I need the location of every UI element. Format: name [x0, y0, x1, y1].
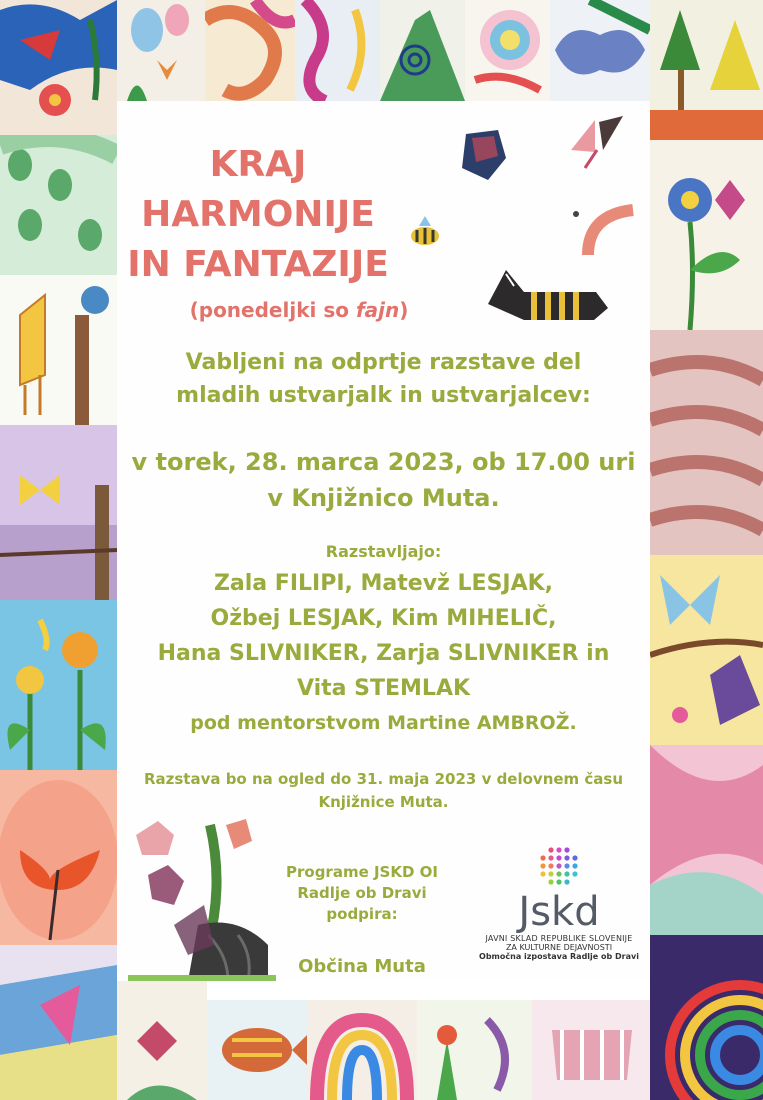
artwork-tile-right-3: [650, 555, 763, 745]
artwork-tile-bottom-1: [117, 981, 207, 1100]
date-line-1: v torek, 28. marca 2023, ob 17.00 uri: [131, 448, 636, 476]
sponsor-line-3: podpira:: [326, 905, 398, 923]
poster-subtitle: [117, 298, 481, 322]
subtitle-post: ): [399, 298, 409, 322]
exhibitors-line-2: Ožbej LESJAK, Kim MIHELIČ,: [210, 606, 557, 631]
artwork-tile-right-4: [650, 745, 763, 935]
jskd-dot-grid-icon: [537, 846, 581, 890]
artwork-tile-left-2: [0, 275, 117, 425]
swirl-decoration: [568, 200, 638, 260]
invitation-text: [117, 346, 650, 412]
exhibitors-list: [117, 566, 650, 706]
paper-gem-decoration: [458, 128, 508, 183]
artwork-tile-right-5: [650, 935, 763, 1100]
artwork-tile-top-5: [380, 0, 465, 101]
artwork-tile-top-6: [465, 0, 550, 101]
bee-decoration: [405, 212, 445, 252]
subtitle-pre: (ponedeljki so: [189, 298, 356, 322]
title-line-3: IN FANTAZIJE: [127, 244, 389, 285]
duration-text: [117, 768, 650, 814]
title-line-1: KRAJ: [209, 144, 307, 185]
butterfly-decoration: [565, 110, 630, 170]
mentor-text: pod mentorstvom Martine AMBROŽ.: [190, 712, 577, 734]
artwork-tile-bottom-3: [307, 1000, 417, 1100]
artwork-tile-left-4: [0, 600, 117, 770]
jskd-line-2: ZA KULTURNE DEJAVNOSTI: [505, 943, 613, 952]
artwork-tile-bottom-5: [532, 1000, 650, 1100]
artwork-tile-top-8: [650, 0, 763, 140]
artwork-tile-left-5: [0, 770, 117, 945]
artwork-tile-top-1: [0, 0, 117, 135]
event-datetime: [117, 444, 650, 516]
artwork-tile-left-1: [0, 135, 117, 275]
exhibitors-line-3: Hana SLIVNIKER, Zarja SLIVNIKER in: [157, 641, 610, 666]
jskd-wordmark: Jskd: [518, 889, 600, 935]
artwork-tile-top-2: [117, 0, 205, 101]
subtitle-emphasis: fajn: [355, 298, 400, 322]
jskd-logo: [466, 846, 652, 961]
title-line-2: HARMONIJE: [141, 194, 375, 235]
artwork-tile-left-3: [0, 425, 117, 600]
date-line-2: v Knjižnico Muta.: [267, 484, 500, 512]
jskd-line-3: Območna izpostava Radlje ob Dravi: [479, 952, 639, 961]
duration-line-2: Knjižnice Muta.: [318, 793, 449, 811]
invite-line-1: Vabljeni na odprtje razstave del: [185, 350, 582, 375]
striped-fish-decoration: [484, 264, 610, 336]
sponsor-text: [262, 862, 462, 925]
sponsor-line-1: Programe JSKD OI: [286, 863, 438, 881]
sponsor-line-2: Radlje ob Dravi: [297, 884, 427, 902]
artwork-tile-bottom-4: [417, 1000, 532, 1100]
municipality-name: Občina Muta: [298, 956, 426, 977]
invite-line-2: mladih ustvarjalk in ustvarjalcev:: [176, 383, 591, 408]
artwork-tile-top-7: [550, 0, 650, 101]
exhibitors-line-4: Vita STEMLAK: [296, 676, 471, 701]
exhibitors-line-1: Zala FILIPI, Matevž LESJAK,: [213, 571, 554, 596]
poster-title: [117, 140, 399, 290]
duration-line-1: Razstava bo na ogled do 31. maja 2023 v delovnem času: [143, 770, 624, 788]
exhibitors-label: Razstavljajo:: [325, 542, 442, 561]
artwork-tile-bottom-2: [207, 1000, 307, 1100]
artwork-tile-right-2: [650, 330, 763, 555]
jskd-line-1: JAVNI SKLAD REPUBLIKE SLOVENIJE: [485, 934, 633, 943]
artwork-tile-right-1: [650, 140, 763, 330]
artwork-tile-left-6: [0, 945, 117, 1100]
tulip-collage-decoration: [128, 815, 276, 981]
artwork-tile-top-3: [205, 0, 295, 101]
artwork-tile-top-4: [295, 0, 380, 101]
